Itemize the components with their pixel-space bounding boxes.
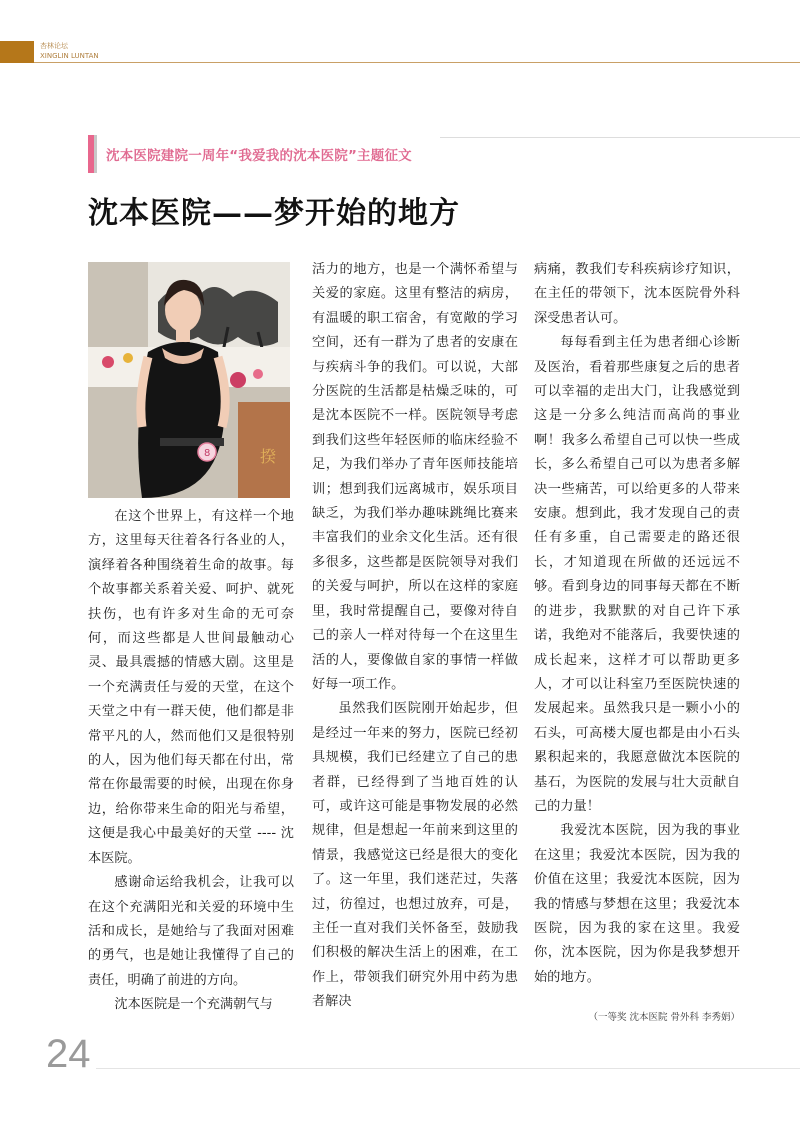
section-name-en: XINGLIN LUNTAN	[40, 52, 99, 60]
author-signature: （一等奖 沈本医院 骨外科 李秀娟）	[588, 1012, 740, 1023]
series-accent-bar-secondary	[94, 135, 97, 173]
header-rule	[34, 62, 800, 63]
text-column-3	[534, 258, 740, 990]
badge-number: 8	[204, 448, 211, 459]
paragraph: 病痛，教我们专科疾病诊疗知识，在主任的带领下，沈本医院骨外科深受患者认可。	[534, 262, 740, 326]
section-color-block	[0, 41, 34, 63]
paragraph: 在这个世界上，有这样一个地方，这里每天往着各行各业的人，演绎着各种围绕着生命的故事。每个故事都关系着关爱、呵护、就死扶伤，也有许多对生命的无可奈何，而这些都是人世间最触动心灵、最具震撼的情感大剧。这里是一个充满责任与爱的天堂，在这个天堂之中有一群天使，他们都是非常平凡的人，然而他们又是很特别的人，因为他们每天都在付出，常常在你最需要的时候，出现在你身边，给你带来生命的阳光与希望，这便是我心中最美好的天堂 ---- 沈本医院。	[88, 509, 294, 866]
author-photo	[88, 262, 290, 498]
text-column-2	[312, 258, 518, 1015]
footer-rule	[96, 1068, 800, 1069]
running-header	[40, 41, 99, 61]
paragraph: 感谢命运给我机会，让我可以在这个充满阳光和关爱的环境中生活和成长，是她给与了我面对困难的勇气，也是她让我懂得了自己的责任，明确了前进的方向。	[88, 875, 294, 988]
series-divider	[440, 137, 800, 138]
paragraph: 每每看到主任为患者细心诊断及医治，看着那些康复之后的患者可以幸福的走出大门，让我感觉到这是一分多么纯洁而高尚的事业啊！我多么希望自己可以快一些成长，多么希望自己可以为患者多解决一些痛苦，可以给更多的人带来安康。想到此，我才发现自己的责任有多重，自己需要走的路还很长，才知道现在所做的还远远不够。看到身边的同事每天都在不断的进步，我默默的对自己许下承诺，我绝对不能落后，我要快速的成长起来，这样才可以帮助更多人，才可以让科室乃至医院快速的发展起来。虽然我只是一颗小小的石头，可高楼大厦也都是由小石头累积起来的，我愿意做沈本医院的基石，为医院的发展与壮大贡献自己的力量！	[534, 335, 740, 814]
page-number: 24	[46, 1032, 91, 1076]
article-title: 沈本医院——梦开始的地方	[88, 196, 460, 231]
section-name-cn: 杏林论坛	[40, 42, 68, 50]
series-label: 沈本医院建院一周年“我爱我的沈本医院”主题征文	[106, 148, 412, 164]
paragraph: 我爱沈本医院，因为我的事业在这里；我爱沈本医院，因为我的价值在这里；我爱沈本医院，因为我的情感与梦想在这里；我爱沈本医院，因为我的家在这里。我爱你，沈本医院，因为你是我梦想开始的地方。	[534, 823, 740, 985]
sign-char: 揆	[260, 447, 277, 466]
paragraph: 虽然我们医院刚开始起步，但是经过一年来的努力，医院已经初具规模，我们已经建立了自己的患者群，已经得到了当地百姓的认可，或许这可能是事物发展的必然规律，但是想起一年前来到这里的情景，我感觉这已经是很大的变化了。这一年里，我们迷茫过，失落过，彷徨过，也想过放弃，可是，主任一直对我们关怀备至，鼓励我们积极的解决生活上的困难，在工作上，带领我们研究外用中药为患者解决	[312, 701, 518, 1010]
paragraph: 活力的地方，也是一个满怀希望与关爱的家庭。这里有整洁的病房，有温暖的职工宿舍，有宽敞的学习空间，还有一群为了患者的安康在与疾病斗争的我们。可以说，大部分医院的生活都是枯燥乏味的，可是沈本医院不一样。医院领导考虑到我们这些年轻医师的临床经验不足，为我们举办了青年医师技能培训；想到我们远离城市，娱乐项目缺乏，为我们举办趣味跳绳比赛来丰富我们的业余文化生活。还有很多很多，这些都是医院领导对我们的关爱与呵护，所以在这样的家庭里，我时常提醒自己，要像对待自己的亲人一样对待每一个在这里生活的人，要像做自家的事情一样做好每一项工作。	[312, 262, 518, 692]
text-column-1	[88, 505, 294, 1018]
paragraph: 沈本医院是一个充满朝气与	[114, 997, 273, 1013]
